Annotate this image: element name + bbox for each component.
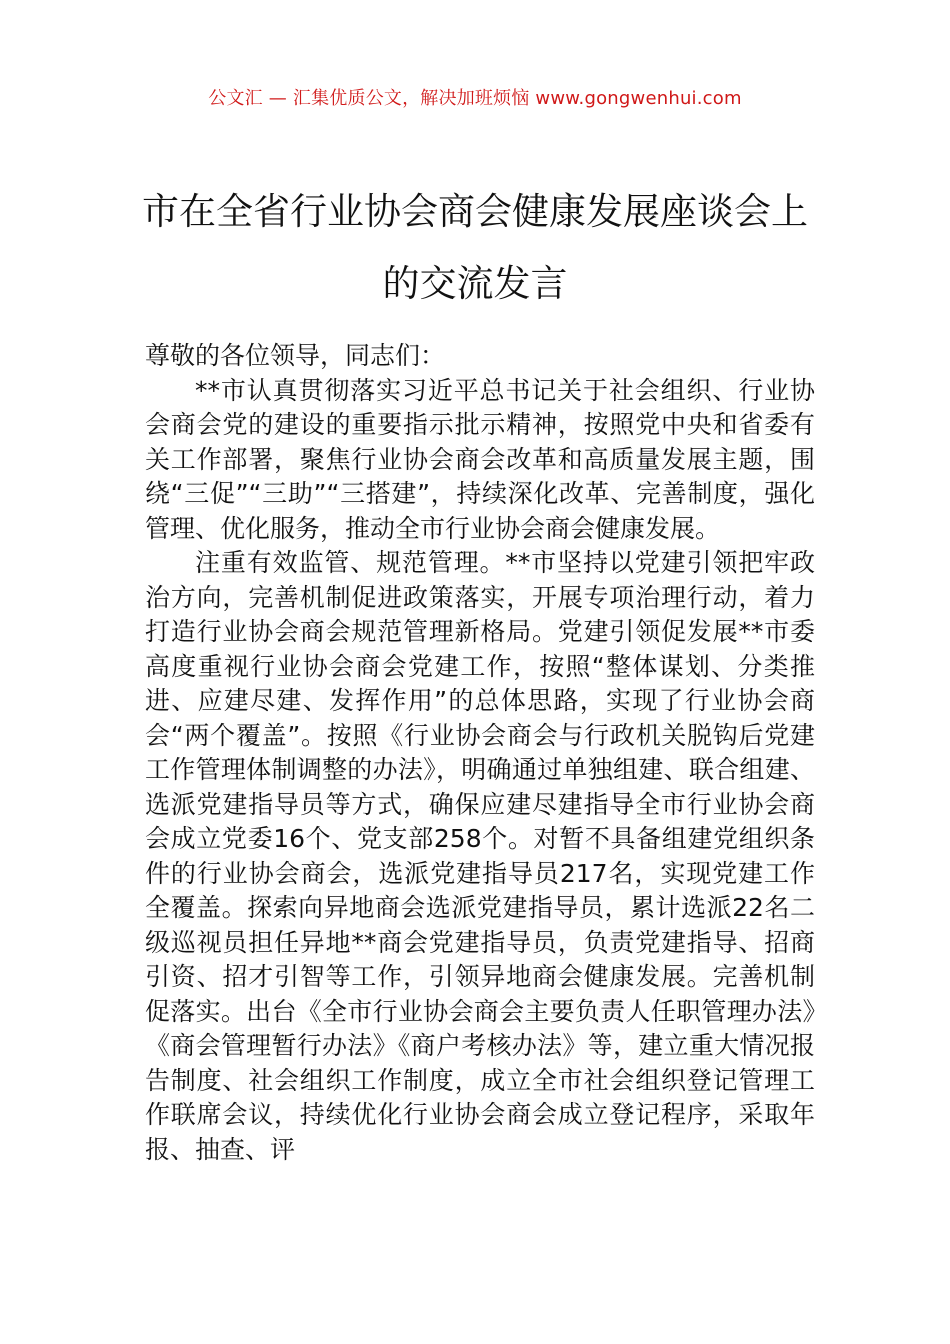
salutation: 尊敬的各位领导，同志们：	[145, 341, 446, 370]
paragraph-supervision: 注重有效监管、规范管理。**市坚持以党建引领把牢政治方向，完善机制促进政策落实，开展专项治理行动，着力打造行业协会商会规范管理新格局。党建引领促发展**市委高度重视行业协会商会党建工作，按照“整体谋划、分类推进、应建尽建、发挥作用”的总体思路，实现了行业协会商会“两个覆盖”。按照《行业协会商会与行政机关脱钩后党建工作管理体制调整的办法》，明确通过单独组建、联合组建、选派党建指导员等方式，确保应建尽建指导全市行业协会商会成立党委16个、党支部258个。对暂不具备组建党组织条件的行业协会商会，选派党建指导员217名，实现党建工作全覆盖。探索向异地商会选派党建指导员，累计选派22名二级巡视员担任异地**商会党建指导员，负责党建指导、招商引资、招才引智等工作，引领异地商会健康发展。完善机制促落实。出台《全市行业协会商会主要负责人任职管理办法》《商会管理暂行办法》《商户考核办法》等，建立重大情况报告制度、社会组织工作制度，成立全市社会组织登记管理工作联席会议，持续优化行业协会商会成立登记程序，采取年报、抽查、评	[145, 548, 815, 1164]
paragraph-intro: **市认真贯彻落实习近平总书记关于社会组织、行业协会商会党的建设的重要指示批示精神，按照党中央和省委有关工作部署，聚焦行业协会商会改革和高质量发展主题，围绕“三促”“三助”“三搭建”，持续深化改革、完善制度，强化管理、优化服务，推动全市行业协会商会健康发展。	[145, 375, 815, 543]
document-title: 市在全省行业协会商会健康发展座谈会上的交流发言	[142, 190, 808, 305]
document-body	[145, 339, 815, 1167]
header-banner: 公文汇 — 汇集优质公文，解决加班烦恼 www.gongwenhui.com	[208, 88, 742, 109]
